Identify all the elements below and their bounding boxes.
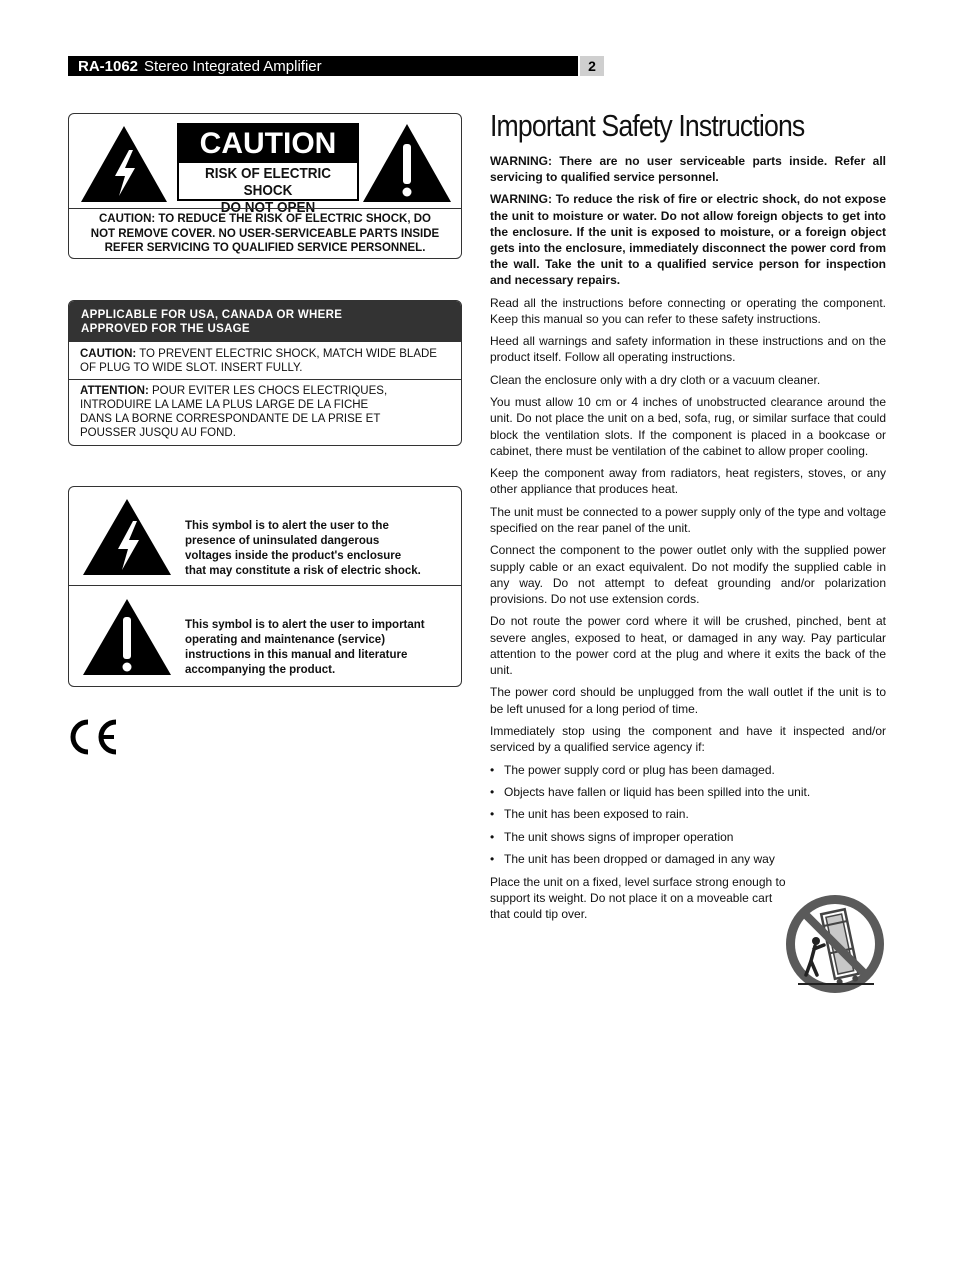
caution-sign (177, 123, 359, 216)
caution-label-box (68, 113, 462, 259)
symbol-text-line: presence of uninsulated dangerous (185, 535, 380, 547)
usa-attention-text: INTRODUIRE LA LAME LA PLUS LARGE DE LA FICHE (80, 399, 369, 411)
list-item: • The unit has been exposed to rain. (490, 806, 886, 822)
usa-attention-text: DANS LA BORNE CORRESPONDANTE DE LA PRISE ET (80, 413, 381, 425)
caution-divider (69, 208, 461, 209)
usa-canada-box (68, 300, 462, 446)
usa-attention-text: POUSSER JUSQU AU FOND. (80, 427, 236, 439)
lightning-symbol-text (185, 519, 455, 579)
symbol-text-line: instructions in this manual and literature (185, 649, 408, 661)
safety-instructions (490, 153, 886, 928)
symbol-text-line: voltages inside the product's enclosure (185, 550, 402, 562)
usa-attention-label: ATTENTION: (80, 385, 149, 397)
usa-caution-text: OF PLUG TO WIDE SLOT. INSERT FULLY. (80, 362, 303, 374)
cart-tip-over-icon (784, 893, 886, 995)
page-title: Important Safety Instructions (490, 108, 805, 143)
instruction-paragraph: Do not route the power cord where it will be crushed, pinched, bent at severe angles, exposed to heat, or damaged in any way. Pay particular attention to the power cord at the plug and where it exits the back of the unit. (490, 614, 886, 677)
lightning-symbol-row (69, 487, 461, 586)
exclamation-symbol-row (69, 587, 461, 685)
usa-caution-label: CAUTION: (80, 348, 137, 360)
instruction-paragraph: The power cord should be unplugged from the wall outlet if the unit is to be left unused for a long period of time. (490, 685, 886, 716)
list-item: • The power supply cord or plug has been damaged. (490, 762, 886, 778)
caution-sign-line1: RISK OF ELECTRIC SHOCK (204, 165, 331, 199)
cart-paragraph: Place the unit on a fixed, level surface strong enough to support its weight. Do not place it on a moveable cart that could tip over. (490, 874, 786, 921)
usa-caution-row (69, 342, 461, 380)
header-subtitle: Stereo Integrated Amplifier (144, 57, 322, 75)
instruction-paragraph: Read all the instructions before connecting or operating the component. Keep this manual so you can refer to these safety instructions. (490, 295, 886, 326)
list-item: • The unit has been dropped or damaged in any way (490, 851, 886, 867)
model-name: RA-1062 (78, 57, 139, 75)
caution-sign-line2: DO NOT OPEN (220, 199, 316, 216)
instruction-paragraph: Heed all warnings and safety information in these instructions and on the product itself. Follow all operating instructions. (490, 334, 886, 365)
symbol-text-line: that may constitute a risk of electric shock. (185, 565, 421, 577)
instruction-paragraph: Immediately stop using the component and have it inspected and/or serviced by a qualified service agency if: (490, 723, 886, 755)
caution-text-line: NOT REMOVE COVER. NO USER-SERVICEABLE PARTS INSIDE (90, 227, 440, 240)
symbol-explanation-box (68, 486, 462, 687)
instruction-paragraph: Connect the component to the power outlet only with the supplied power supply cable or an exact equivalent. Do not modify the supplied cable in any way. Do not attempt to defeat grounding and/or polarization provisions. Do not use extension cords. (490, 543, 886, 606)
symbol-text-line: This symbol is to alert the user to the (185, 520, 389, 532)
list-item: • Objects have fallen or liquid has been spilled into the unit. (490, 784, 886, 800)
caution-sign-title: CAUTION (179, 125, 357, 163)
instruction-paragraph: The unit must be connected to a power supply only of the type and voltage specified on the rear panel of the unit. (490, 504, 886, 535)
usa-caution-text: TO PREVENT ELECTRIC SHOCK, MATCH WIDE BLADE (136, 348, 437, 360)
symbol-text-line: This symbol is to alert the user to important (185, 619, 425, 631)
instruction-paragraph: You must allow 10 cm or 4 inches of unobstructed clearance around the unit. Do not place the unit on a bed, sofa, rug, or similar surface that could block the ventilation slots. If the component is placed in a bookcase or cabinet, there must be ventilation of the cabinet to allow proper cooling. (490, 395, 886, 458)
caution-text-line: REFER SERVICING TO QUALIFIED SERVICE PERSONNEL. (104, 242, 426, 254)
warning-paragraph: WARNING: To reduce the risk of fire or electric shock, do not expose the unit to moisture or water. Do not allow foreign objects to get into the enclosure. If the unit is exposed to moisture, or a foreign object gets into the enclosure, immediately disconnect the power cord from the wall. Take the unit to a qualified service person for inspection and necessary repairs. (490, 192, 886, 288)
usa-attention-row (69, 380, 461, 444)
exclamation-warning-icon (81, 597, 173, 677)
page-number: 2 (580, 56, 604, 76)
caution-graphic-row (69, 114, 461, 216)
usa-heading (69, 301, 461, 342)
exclamation-symbol-text (185, 618, 455, 678)
ce-mark-icon (66, 716, 122, 758)
symbol-text-line: accompanying the product. (185, 664, 336, 676)
inspection-bullet-list (490, 762, 886, 868)
instruction-paragraph: Clean the enclosure only with a dry cloth or a vacuum cleaner. (490, 372, 821, 387)
usa-heading-line: APPLICABLE FOR USA, CANADA OR WHERE (81, 309, 343, 321)
usa-attention-text: POUR EVITER LES CHOCS ELECTRIQUES, (148, 385, 388, 397)
lightning-warning-icon (81, 497, 173, 577)
caution-text (69, 212, 461, 256)
exclamation-warning-icon (361, 122, 453, 204)
symbol-text-line: operating and maintenance (service) (185, 634, 386, 646)
lightning-warning-icon (79, 124, 169, 204)
warning-paragraph: WARNING: There are no user serviceable parts inside. Refer all servicing to qualified service personnel. (490, 154, 886, 185)
caution-text-line: CAUTION: TO REDUCE THE RISK OF ELECTRIC SHOCK, DO (98, 213, 432, 225)
header-bar (68, 56, 578, 76)
list-item: • The unit shows signs of improper operation (490, 829, 886, 845)
usa-heading-line: APPROVED FOR THE USAGE (81, 323, 250, 335)
instruction-paragraph: Keep the component away from radiators, heat registers, stoves, or any other appliance that produces heat. (490, 466, 886, 497)
